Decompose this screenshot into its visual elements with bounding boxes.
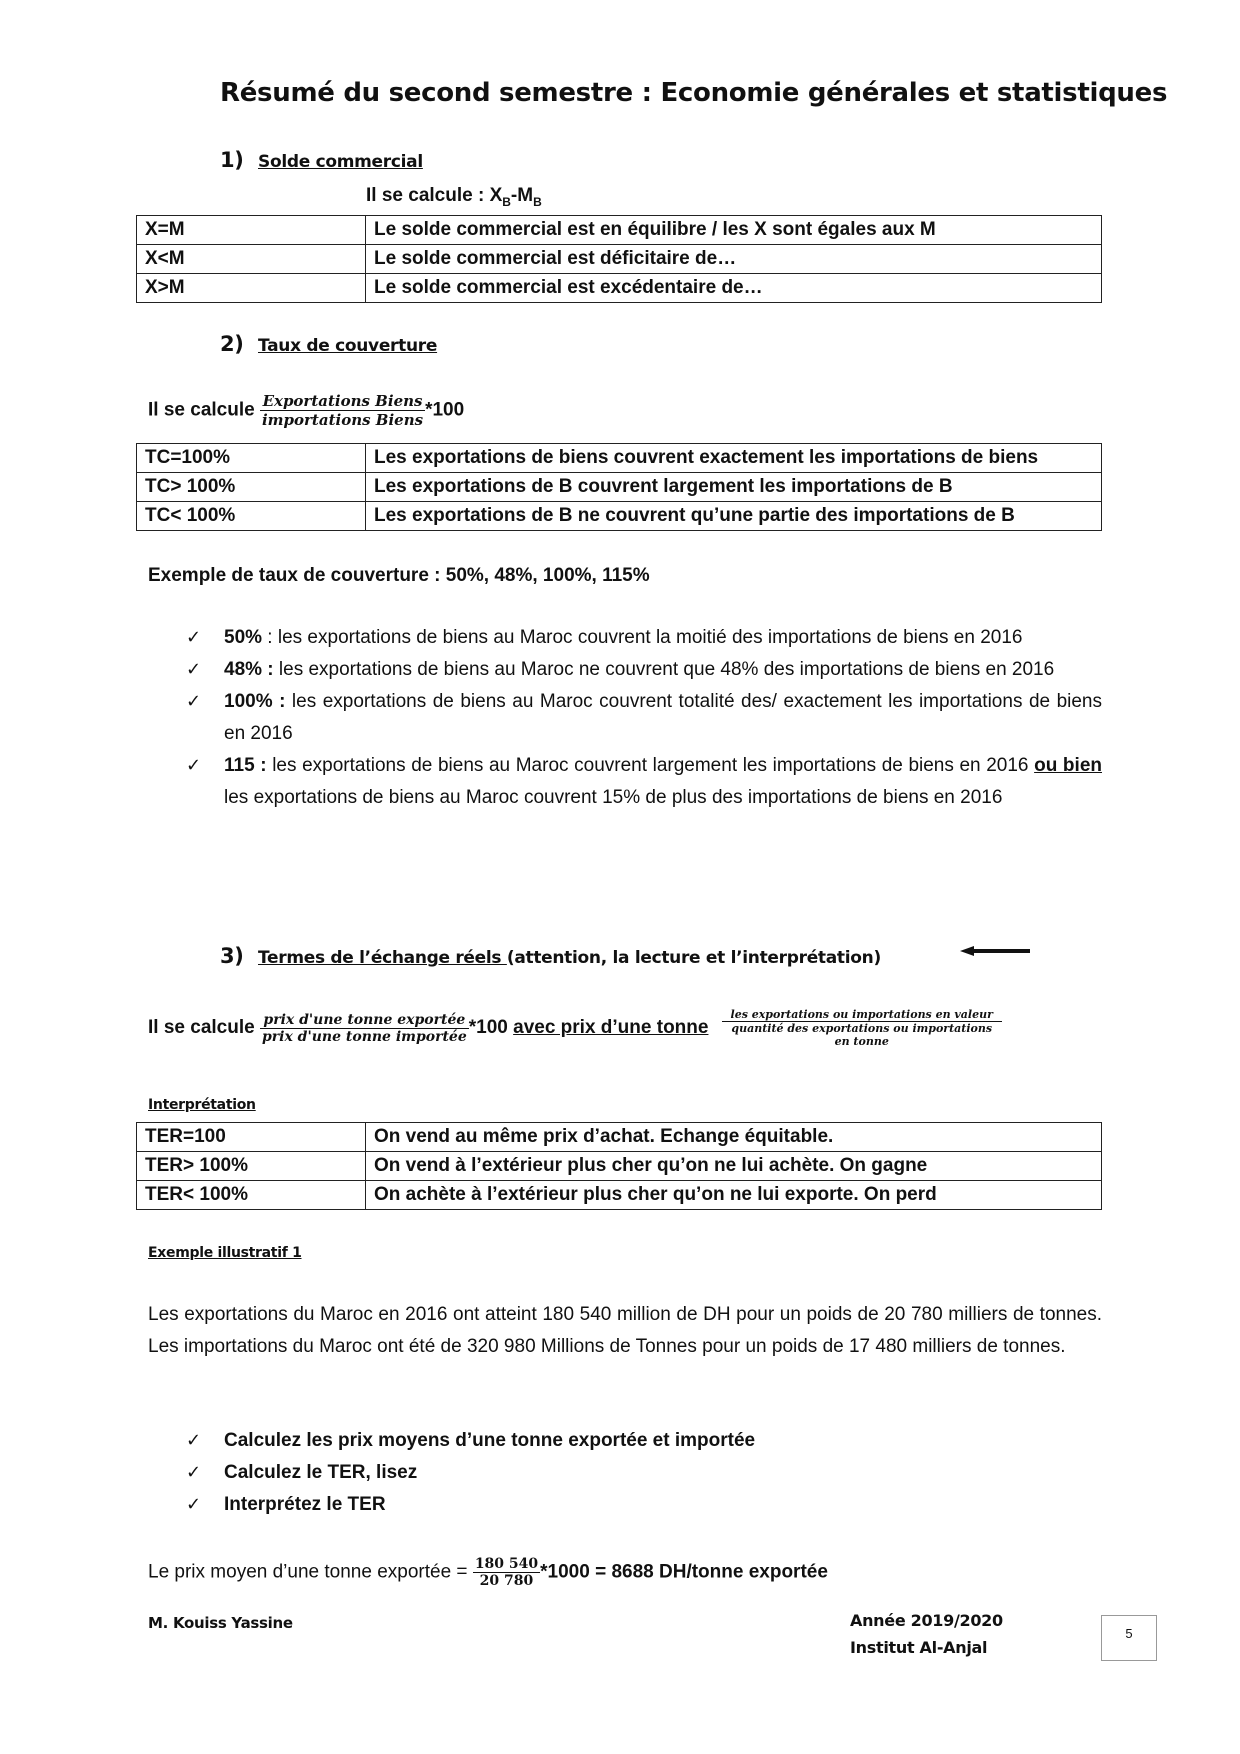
tc-example-list (186, 622, 1102, 814)
list-item (186, 1425, 1102, 1457)
formula-text-m: -M (510, 185, 534, 206)
checkmark-icon: ✓ (186, 1494, 202, 1515)
section-3-number: 3) (220, 944, 244, 968)
bullet-bold: 50% (224, 627, 263, 648)
example-heading: Exemple de taux de couverture : 50%, 48%, 100%, 115% (148, 565, 650, 586)
footer-author: M. Kouiss Yassine (148, 1614, 293, 1632)
section-1-formula (366, 185, 542, 209)
table-row (137, 1152, 1102, 1181)
section-2-heading (220, 332, 437, 356)
section-2-formula (148, 392, 464, 429)
table-cell: On achète à l’extérieur plus cher qu’on ne lui exporte. On perd (366, 1181, 1102, 1210)
footer-institute: Institut Al-Anjal (850, 1638, 988, 1657)
fraction-denominator: 20 780 (479, 1573, 534, 1589)
table-row (137, 502, 1102, 531)
formula-avec: avec prix d’une tonne (513, 1017, 709, 1039)
calc-result: *1000 = 8688 DH/tonne exportée (540, 1561, 828, 1583)
bullet-text: les exportations de biens au Maroc ne couvrent que 48% des importations de biens en 2016 (273, 659, 1055, 680)
page-title: Résumé du second semestre : Economie générales et statistiques (220, 78, 1168, 108)
table-row (137, 1181, 1102, 1210)
bullet-text: les exportations de biens au Maroc couvrent largement les importations de biens en 2016 (266, 755, 1035, 776)
bullet-bold: 48% : (224, 659, 274, 680)
table-cell: TC< 100% (137, 502, 366, 531)
table-cell: TC=100% (137, 444, 366, 473)
table-cell: TER=100 (137, 1123, 366, 1152)
section-3-heading (220, 944, 881, 968)
calc-fraction (473, 1556, 540, 1589)
footer-year: Année 2019/2020 (850, 1611, 1003, 1630)
list-item (186, 622, 1102, 654)
table-cell: X=M (137, 216, 366, 245)
task-list (186, 1425, 1102, 1521)
table-row (137, 274, 1102, 303)
table-cell: X>M (137, 274, 366, 303)
bullet-bold: 115 : (224, 755, 267, 776)
table-cell: Les exportations de B ne couvrent qu’une partie des importations de B (366, 502, 1102, 531)
table-row (137, 444, 1102, 473)
task-text: Calculez le TER, lisez (224, 1462, 418, 1483)
table-row (137, 1123, 1102, 1152)
arrow-left-icon (960, 946, 1030, 956)
fraction-denominator: prix d'une tonne importée (261, 1028, 467, 1045)
prix-tonne-fraction (722, 1008, 1002, 1048)
table-cell: Le solde commercial est déficitaire de… (366, 245, 1102, 274)
solde-table (136, 215, 1102, 303)
table-cell: TER> 100% (137, 1152, 366, 1181)
example-illustratif-label: Exemple illustratif 1 (148, 1245, 302, 1261)
calc-prefix: Le prix moyen d’une tonne exportée = (148, 1561, 473, 1583)
formula-text: Il se calcule : X (366, 185, 503, 206)
table-row (137, 245, 1102, 274)
fraction-numerator: Exportations Biens (260, 392, 425, 411)
table-cell: X<M (137, 245, 366, 274)
tc-fraction (260, 392, 425, 429)
checkmark-icon: ✓ (186, 1430, 202, 1451)
bullet-underlined: ou bien (1034, 755, 1102, 776)
table-cell: Le solde commercial est excédentaire de… (366, 274, 1102, 303)
list-item (186, 750, 1102, 814)
bullet-text: les exportations de biens au Maroc couvrent 15% de plus des importations de biens en 2016 (224, 787, 1003, 808)
section-1-label: Solde commercial (258, 152, 423, 172)
formula-multiplier: *100 (425, 399, 465, 421)
page-number: 5 (1125, 1626, 1133, 1641)
table-cell: Les exportations de B couvrent largement les importations de B (366, 473, 1102, 502)
list-item (186, 654, 1102, 686)
ter-table (136, 1122, 1102, 1210)
bullet-text: : les exportations de biens au Maroc couvrent la moitié des importations de biens en 2016 (262, 627, 1023, 648)
formula-text: Il se calcule (148, 1017, 255, 1039)
section-2-label: Taux de couverture (258, 336, 438, 356)
table-cell: On vend au même prix d’achat. Echange équitable. (366, 1123, 1102, 1152)
task-text: Calculez les prix moyens d’une tonne exportée et importée (224, 1430, 756, 1451)
table-cell: Le solde commercial est en équilibre / les X sont égales aux M (366, 216, 1102, 245)
checkmark-icon: ✓ (186, 627, 202, 648)
list-item (186, 686, 1102, 750)
page-number-box (1101, 1615, 1157, 1661)
subscript-b: B (533, 194, 542, 209)
bullet-bold: 100% : (224, 691, 286, 712)
section-3-label: Termes de l’échange réels (258, 948, 507, 968)
subscript-b: B (502, 194, 511, 209)
list-item (186, 1457, 1102, 1489)
table-cell: TER< 100% (137, 1181, 366, 1210)
section-1-number: 1) (220, 148, 244, 172)
checkmark-icon: ✓ (186, 1462, 202, 1483)
section-2-number: 2) (220, 332, 244, 356)
taux-couverture-table (136, 443, 1102, 531)
fraction-numerator: prix d'une tonne exportée (260, 1012, 469, 1029)
checkmark-icon: ✓ (186, 691, 202, 712)
section-3-formula (148, 1008, 1108, 1048)
bullet-text: les exportations de biens au Maroc couvrent totalité des/ exactement les importations de biens en 2016 (224, 691, 1102, 744)
checkmark-icon: ✓ (186, 755, 202, 776)
table-cell: TC> 100% (137, 473, 366, 502)
table-row (137, 473, 1102, 502)
ter-fraction (260, 1012, 469, 1045)
table-cell: Les exportations de biens couvrent exactement les importations de biens (366, 444, 1102, 473)
example-paragraph: Les exportations du Maroc en 2016 ont atteint 180 540 million de DH pour un poids de 20 780 milliers de tonnes. Les importations du Maroc ont été de 320 980 Millions de Tonnes pour un poids de 17 480 milliers de tonnes. (148, 1304, 1102, 1357)
fraction-numerator: 180 540 (474, 1556, 539, 1572)
table-cell: On vend à l’extérieur plus cher qu’on ne lui achète. On gagne (366, 1152, 1102, 1181)
list-item (186, 1489, 1102, 1521)
formula-multiplier: *100 (468, 1017, 514, 1039)
fraction-denominator: importations Biens (261, 411, 424, 429)
interpretation-label: Interprétation (148, 1097, 256, 1113)
section-1-heading (220, 148, 423, 172)
fraction-numerator: les exportations ou importations en valeur (722, 1008, 1002, 1022)
calc-line (148, 1556, 828, 1589)
section-3-note: (attention, la lecture et l’interprétation) (506, 948, 881, 968)
task-text: Interprétez le TER (224, 1494, 386, 1515)
checkmark-icon: ✓ (186, 659, 202, 680)
fraction-denominator: quantité des exportations ou importations en tonne (731, 1022, 993, 1048)
formula-text: Il se calcule (148, 399, 255, 421)
table-row (137, 216, 1102, 245)
